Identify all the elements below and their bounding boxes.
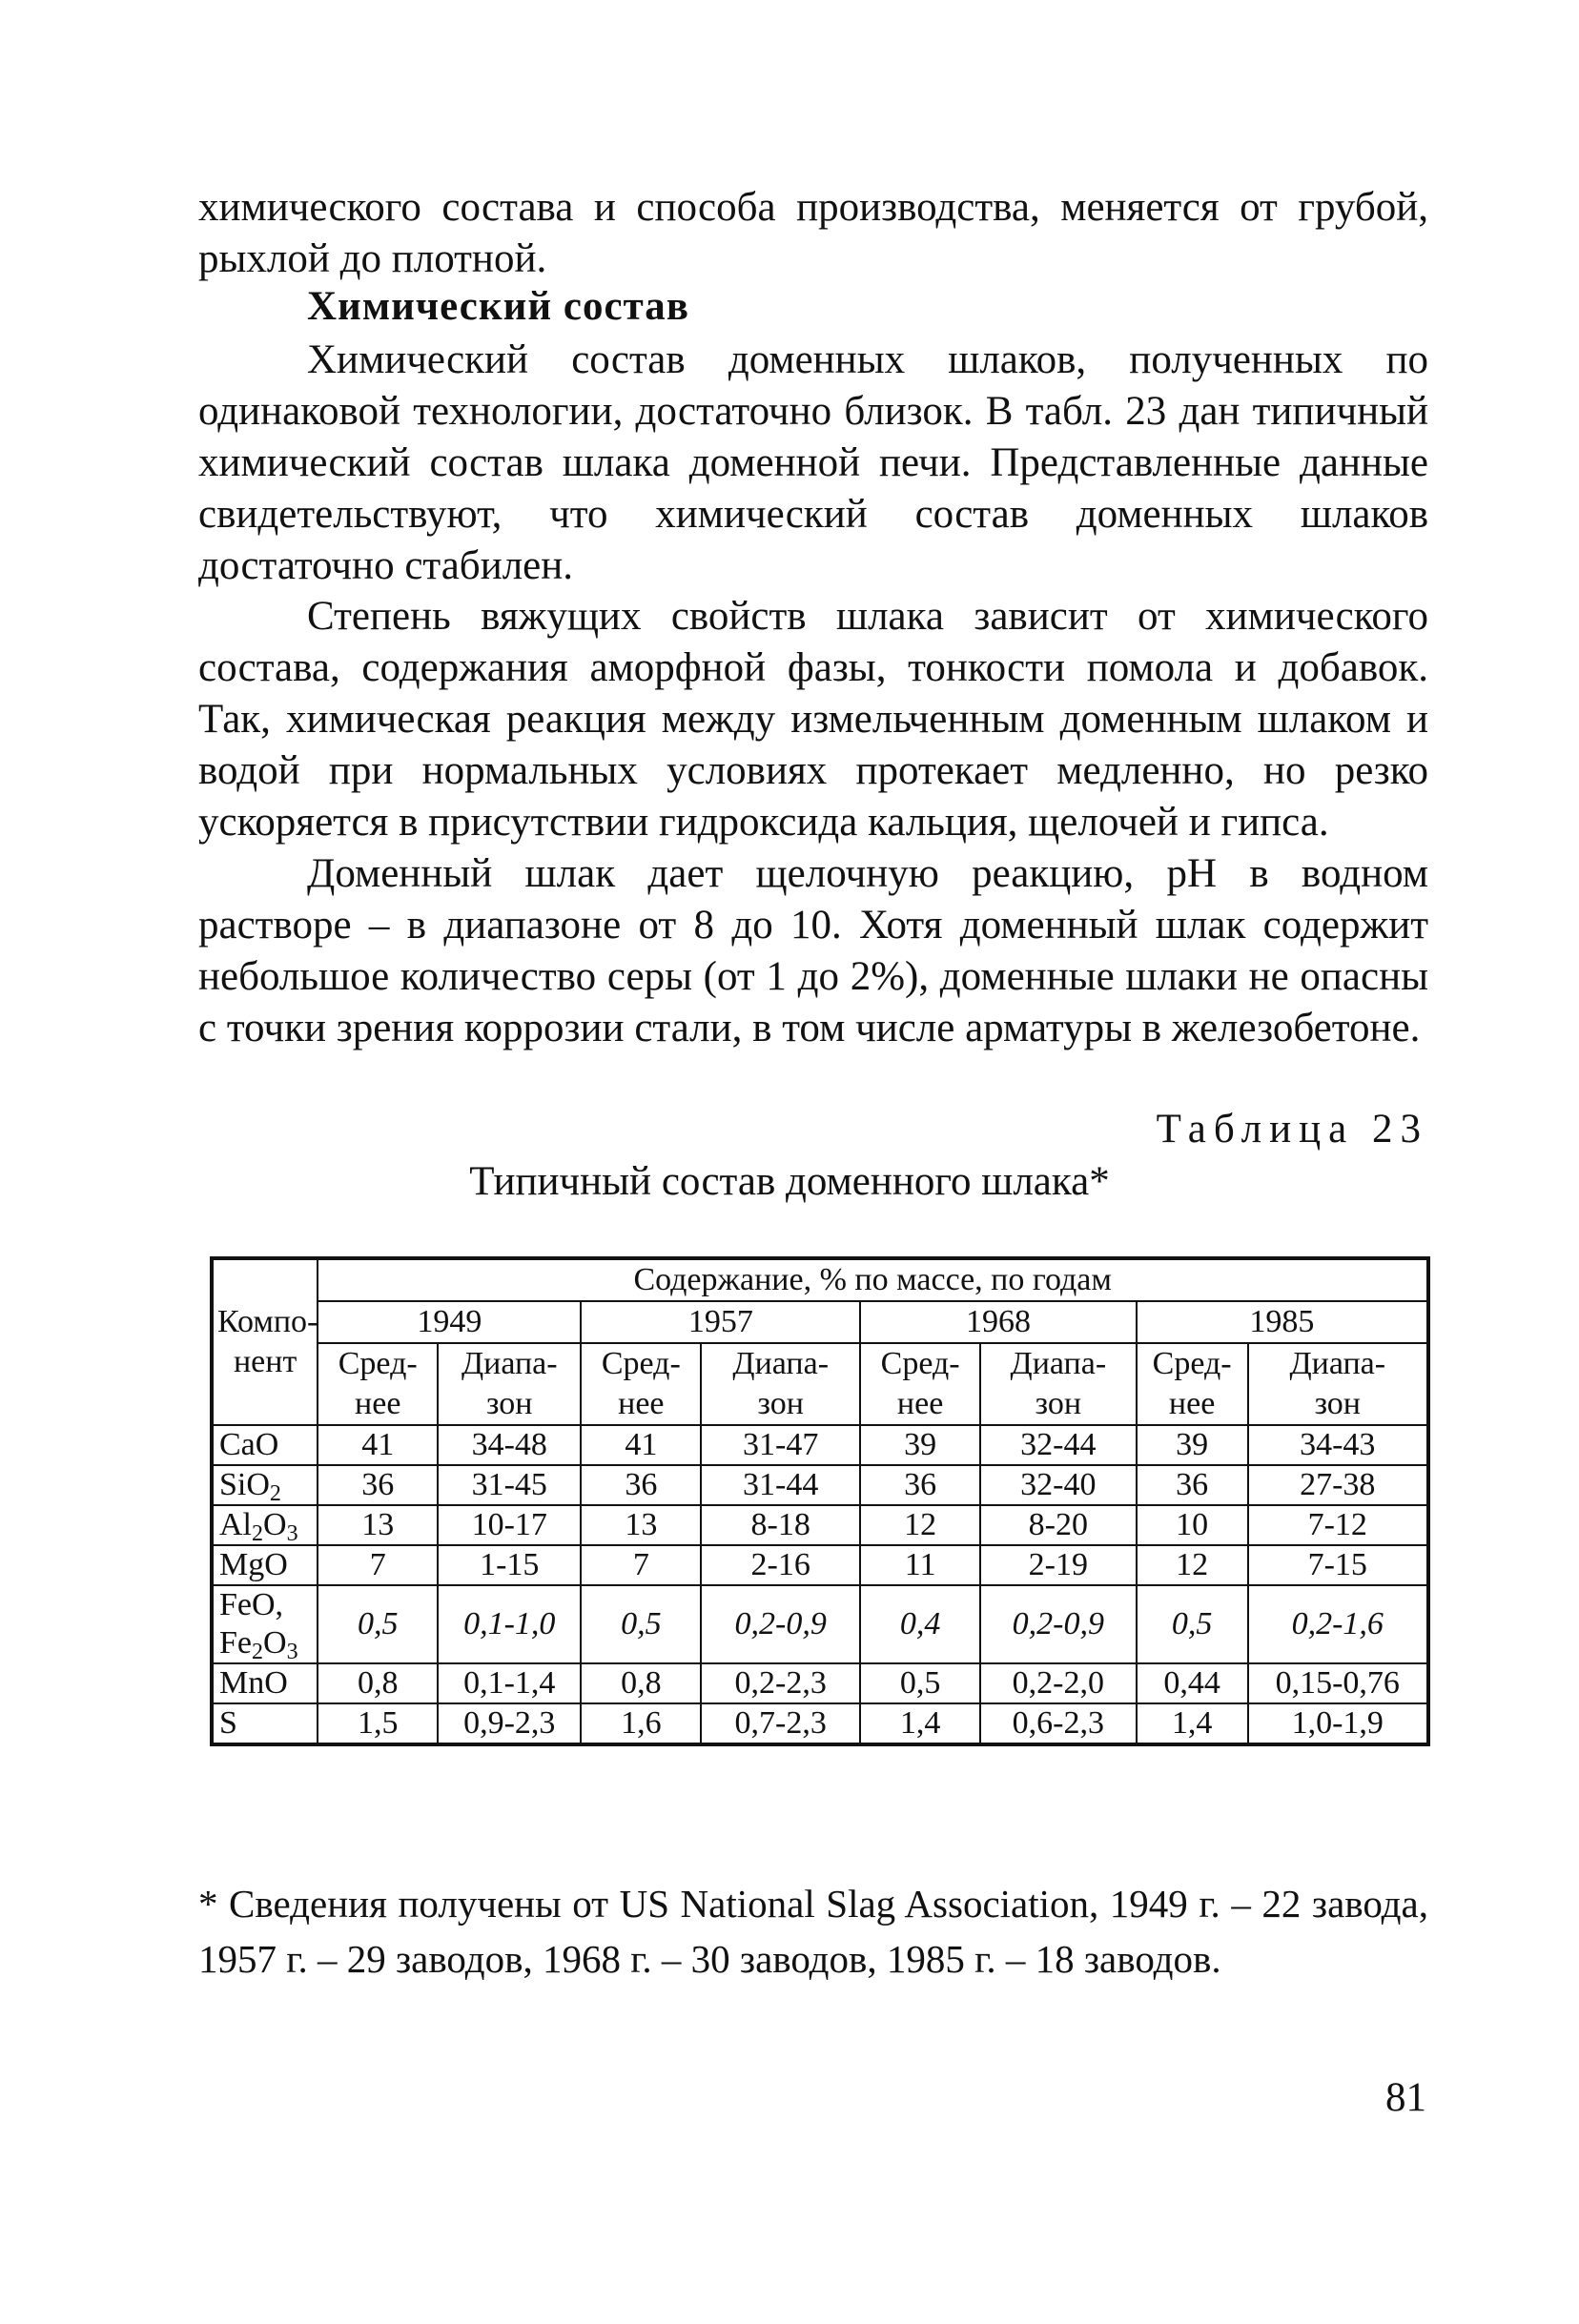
year-header: 1949 xyxy=(318,1301,581,1343)
average-cell: 1,6 xyxy=(581,1703,701,1744)
range-cell: 1,0-1,9 xyxy=(1248,1703,1428,1744)
range-cell: 7-15 xyxy=(1248,1545,1428,1585)
table-body xyxy=(212,1425,1428,1744)
average-cell: 36 xyxy=(581,1465,701,1505)
table-row xyxy=(212,1465,1428,1505)
range-cell: 2-16 xyxy=(701,1545,860,1585)
paragraph-binding-properties: Степень вяжущих свойств шлака зависит от химического состава, содержания аморфной фазы, тонкости помола и добавок. Так, химическая реакция между измельченным доменным шлаком и водой при нормальных условиях протекает медленно, но резко ускоряется в присутствии гидроксида кальция, щелочей и гипса. xyxy=(198,594,1428,845)
table-row xyxy=(212,1505,1428,1545)
paragraph-alkaline-reaction: Доменный шлак дает щелочную реакцию, pH в водном растворе – в диапазоне от 8 до 10. Хотя доменный шлак содержит небольшое количество серы (от 1 до 2%), доменные шлаки не опасны с точки зрения коррозии стали, в том числе арматуры в железобетоне. xyxy=(198,851,1428,1050)
table-row xyxy=(212,1703,1428,1744)
component-cell: MnO xyxy=(212,1663,318,1703)
table-row xyxy=(212,1585,1428,1663)
table-row xyxy=(212,1545,1428,1585)
year-header: 1985 xyxy=(1137,1301,1428,1343)
average-cell: 0,8 xyxy=(581,1663,701,1703)
paragraph-continuation: химического состава и способа производства, меняется от грубой, рыхлой до плотной. xyxy=(198,185,1428,281)
year-header: 1957 xyxy=(581,1301,860,1343)
average-cell: 13 xyxy=(318,1505,438,1545)
table-row xyxy=(212,1425,1428,1465)
slag-composition-table xyxy=(210,1256,1430,1746)
average-cell: 39 xyxy=(1137,1425,1248,1465)
range-cell: 0,15-0,76 xyxy=(1248,1663,1428,1703)
section-heading: Химический состав xyxy=(307,284,689,329)
average-cell: 1,4 xyxy=(860,1703,980,1744)
average-cell: 36 xyxy=(860,1465,980,1505)
range-cell: 32-44 xyxy=(980,1425,1137,1465)
range-cell: 0,9-2,3 xyxy=(438,1703,581,1744)
average-cell: 13 xyxy=(581,1505,701,1545)
average-cell: 0,8 xyxy=(318,1663,438,1703)
table-header xyxy=(212,1258,1428,1425)
range-cell: 0,2-0,9 xyxy=(980,1585,1137,1663)
range-cell: 0,2-2,0 xyxy=(980,1663,1137,1703)
component-header: Компо- нент xyxy=(212,1258,318,1425)
range-header: Диапа- зон xyxy=(438,1343,581,1425)
average-cell: 0,4 xyxy=(860,1585,980,1663)
average-cell: 1,4 xyxy=(1137,1703,1248,1744)
content-group-header: Содержание, % по массе, по годам xyxy=(318,1258,1428,1301)
range-cell: 8-20 xyxy=(980,1505,1137,1545)
page-number: 81 xyxy=(1385,2075,1426,2120)
range-cell: 1-15 xyxy=(438,1545,581,1585)
table-title: Типичный состав доменного шлака* xyxy=(469,1159,1110,1204)
average-cell: 36 xyxy=(1137,1465,1248,1505)
range-cell: 7-12 xyxy=(1248,1505,1428,1545)
range-cell: 0,2-2,3 xyxy=(701,1663,860,1703)
range-cell: 32-40 xyxy=(980,1465,1137,1505)
range-cell: 27-38 xyxy=(1248,1465,1428,1505)
average-cell: 12 xyxy=(860,1505,980,1545)
range-header: Диапа- зон xyxy=(980,1343,1137,1425)
subheader-row xyxy=(212,1343,1428,1425)
average-cell: 0,5 xyxy=(581,1585,701,1663)
average-cell: 39 xyxy=(860,1425,980,1465)
range-header: Диапа- зон xyxy=(701,1343,860,1425)
average-cell: 36 xyxy=(318,1465,438,1505)
component-cell: SiO$_2$ xyxy=(212,1465,318,1505)
average-header: Сред- нее xyxy=(1137,1343,1248,1425)
year-header: 1968 xyxy=(860,1301,1136,1343)
range-cell: 10-17 xyxy=(438,1505,581,1545)
average-cell: 0,44 xyxy=(1137,1663,1248,1703)
average-cell: 0,5 xyxy=(860,1663,980,1703)
paragraph-chemical-composition: Химический состав доменных шлаков, полученных по одинаковой технологии, достаточно близок. В табл. 23 дан типичный химический состав шлака доменной печи. Представленные данные свидетельствуют, что химический состав доменных шлаков достаточно стабилен. xyxy=(198,337,1428,588)
average-header: Сред- нее xyxy=(860,1343,980,1425)
range-cell: 0,6-2,3 xyxy=(980,1703,1137,1744)
average-cell: 12 xyxy=(1137,1545,1248,1585)
table-row xyxy=(212,1663,1428,1703)
range-cell: 31-47 xyxy=(701,1425,860,1465)
average-header: Сред- нее xyxy=(581,1343,701,1425)
range-cell: 0,1-1,0 xyxy=(438,1585,581,1663)
component-cell: S xyxy=(212,1703,318,1744)
average-cell: 41 xyxy=(318,1425,438,1465)
range-cell: 34-43 xyxy=(1248,1425,1428,1465)
range-cell: 31-44 xyxy=(701,1465,860,1505)
average-cell: 10 xyxy=(1137,1505,1248,1545)
average-header: Сред- нее xyxy=(318,1343,438,1425)
range-cell: 0,2-0,9 xyxy=(701,1585,860,1663)
range-cell: 0,7-2,3 xyxy=(701,1703,860,1744)
range-cell: 2-19 xyxy=(980,1545,1137,1585)
range-cell: 0,2-1,6 xyxy=(1248,1585,1428,1663)
year-header-row xyxy=(212,1301,1428,1343)
component-cell: $Al_2O_3$ xyxy=(212,1505,318,1545)
range-header: Диапа- зон xyxy=(1248,1343,1428,1425)
average-cell: 7 xyxy=(318,1545,438,1585)
range-cell: 8-18 xyxy=(701,1505,860,1545)
component-cell: CaO xyxy=(212,1425,318,1465)
component-cell: FeO, $Fe_2O_3$ xyxy=(212,1585,318,1663)
range-cell: 0,1-1,4 xyxy=(438,1663,581,1703)
component-cell: MgO xyxy=(212,1545,318,1585)
average-cell: 0,5 xyxy=(318,1585,438,1663)
average-cell: 1,5 xyxy=(318,1703,438,1744)
average-cell: 11 xyxy=(860,1545,980,1585)
average-cell: 0,5 xyxy=(1137,1585,1248,1663)
footnote: * Сведения получены от US National Slag Association, 1949 г. – 22 завода, 1957 г. – 29 заводов, 1968 г. – 30 заводов, 1985 г. – 18 заводов. xyxy=(198,1882,1428,1981)
range-cell: 34-48 xyxy=(438,1425,581,1465)
range-cell: 31-45 xyxy=(438,1465,581,1505)
average-cell: 41 xyxy=(581,1425,701,1465)
average-cell: 7 xyxy=(581,1545,701,1585)
table-label: Таблица 23 xyxy=(1156,1107,1428,1152)
